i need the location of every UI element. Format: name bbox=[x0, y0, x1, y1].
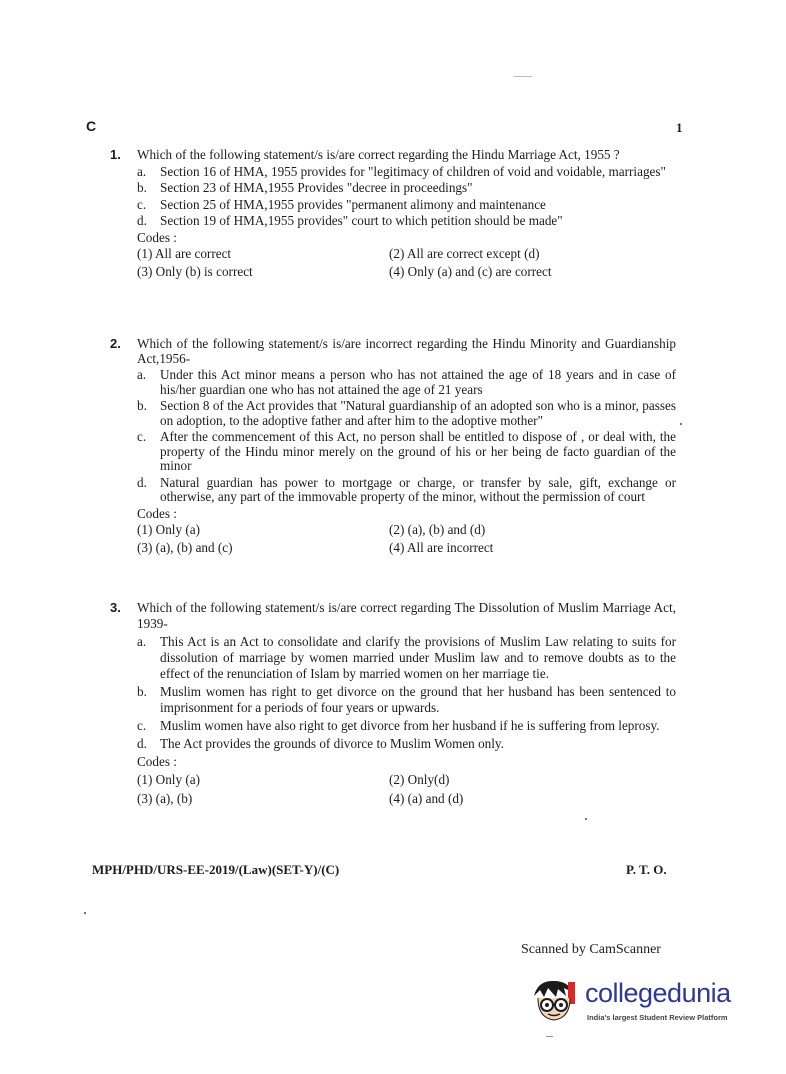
option-a bbox=[137, 368, 676, 397]
code-choice-1: (1) Only (a) bbox=[137, 522, 200, 537]
question-text: Which of the following statement/s is/are correct regarding The Dissolution of Muslim Marriage Act, 1939- bbox=[137, 600, 676, 631]
scan-speck bbox=[514, 76, 532, 77]
option-d bbox=[137, 214, 676, 229]
question-3 bbox=[110, 600, 676, 807]
scan-speck bbox=[680, 423, 682, 425]
scan-speck bbox=[585, 818, 587, 820]
brand-name: collegedunia bbox=[585, 978, 731, 1008]
scan-speck bbox=[84, 912, 86, 914]
option-text: Section 25 of HMA,1955 provides "permanent alimony and maintenance bbox=[160, 196, 546, 212]
codes-grid bbox=[137, 523, 676, 555]
option-label: c. bbox=[137, 196, 147, 212]
scanner-watermark: Scanned by CamScanner bbox=[521, 942, 661, 957]
option-text: Section 23 of HMA,1955 Provides "decree in proceedings" bbox=[160, 180, 473, 195]
code-choice-1: (1) All are correct bbox=[137, 246, 232, 261]
option-label: a. bbox=[137, 163, 147, 179]
paper-code: MPH/PHD/URS-EE-2019/(Law)(SET-Y)/(C) bbox=[92, 862, 340, 877]
code-choice-2: (2) Only(d) bbox=[389, 772, 450, 787]
question-1 bbox=[110, 148, 676, 279]
option-text: The Act provides the grounds of divorce to Muslim Women only. bbox=[160, 736, 504, 751]
code-choice-4: (4) (a) and (d) bbox=[389, 791, 464, 806]
option-label: b. bbox=[137, 684, 147, 699]
codes-label: Codes : bbox=[137, 229, 177, 245]
option-label: d. bbox=[137, 213, 147, 228]
option-label: d. bbox=[137, 474, 147, 490]
collegedunia-logo bbox=[528, 976, 758, 1026]
code-choice-3: (3) Only (b) is correct bbox=[137, 263, 253, 279]
option-text: Section 16 of HMA, 1955 provides for "legitimacy of children of void and voidable, marriages" bbox=[160, 163, 666, 179]
option-d bbox=[137, 736, 676, 752]
option-b bbox=[137, 181, 676, 196]
option-b bbox=[137, 399, 676, 428]
option-a bbox=[137, 165, 676, 180]
question-2 bbox=[110, 337, 676, 555]
option-label: d. bbox=[137, 736, 147, 751]
page-number: 1 bbox=[676, 120, 683, 135]
series-label: C bbox=[86, 118, 97, 134]
pto-label: P. T. O. bbox=[626, 862, 667, 877]
option-text: Muslim women have also right to get divorce from her husband if he is suffering from leprosy. bbox=[160, 718, 660, 733]
question-number: 2. bbox=[110, 336, 121, 351]
codes-label: Codes : bbox=[137, 505, 177, 521]
codes-grid bbox=[137, 247, 676, 279]
option-text: Section 8 of the Act provides that "Natural guardianship of an adopted son who is a minor, passes on adoption, to the adoptive father and after him to the adoptive mother" bbox=[160, 398, 676, 428]
option-text: Muslim women has right to get divorce on the ground that her husband has been sentenced to imprisonment for a periods of four years or upwards. bbox=[160, 684, 676, 715]
brand-tagline: India's largest Student Review Platform bbox=[587, 1013, 728, 1022]
option-c bbox=[137, 718, 676, 734]
code-choice-3: (3) (a), (b) bbox=[137, 791, 193, 806]
mascot-icon bbox=[528, 976, 580, 1026]
option-label: b. bbox=[137, 398, 147, 413]
option-b bbox=[137, 684, 676, 716]
option-c bbox=[137, 430, 676, 474]
option-label: c. bbox=[137, 718, 147, 733]
option-a bbox=[137, 634, 676, 682]
option-text: Under this Act minor means a person who has not attained the age of 18 years and in case of his/her guardian one who has not attained the age of 21 years bbox=[160, 367, 676, 397]
scan-speck bbox=[546, 1036, 553, 1037]
code-choice-1: (1) Only (a) bbox=[137, 772, 200, 787]
option-text: After the commencement of this Act, no person shall be entitled to dispose of , or deal with, the property of the Hindu minor merely on the ground of his or her being de facto guardian of the minor bbox=[160, 429, 676, 473]
option-d bbox=[137, 476, 676, 505]
option-label: b. bbox=[137, 180, 147, 195]
option-c bbox=[137, 198, 676, 213]
option-label: a. bbox=[137, 634, 147, 649]
code-choice-3: (3) (a), (b) and (c) bbox=[137, 539, 233, 555]
code-choice-2: (2) (a), (b) and (d) bbox=[389, 522, 486, 537]
option-label: a. bbox=[137, 367, 147, 382]
question-number: 3. bbox=[110, 600, 121, 615]
codes-grid bbox=[137, 772, 676, 807]
question-number: 1. bbox=[110, 147, 121, 162]
question-text: Which of the following statement/s is/are incorrect regarding the Hindu Minority and Guardianship Act,1956- bbox=[137, 336, 676, 366]
option-text: Section 19 of HMA,1955 provides" court to which petition should be made" bbox=[160, 213, 563, 228]
code-choice-4: (4) Only (a) and (c) are correct bbox=[389, 263, 552, 279]
option-text: This Act is an Act to consolidate and clarify the provisions of Muslim Law relating to suits for dissolution of marriage by women married under Muslim law and to remove doubts as to the effect of the renunciation of Islam by married women on her marriage tie. bbox=[160, 634, 676, 681]
code-choice-4: (4) All are incorrect bbox=[389, 539, 494, 555]
option-label: c. bbox=[137, 429, 147, 444]
codes-label: Codes : bbox=[137, 754, 177, 769]
code-choice-2: (2) All are correct except (d) bbox=[389, 246, 540, 261]
option-text: Natural guardian has power to mortgage or charge, or transfer by sale, gift, exchange or otherwise, any part of the immovable property of the minor, without the permission of court bbox=[160, 474, 676, 504]
question-text: Which of the following statement/s is/are correct regarding the Hindu Marriage Act, 1955 ? bbox=[137, 147, 620, 162]
